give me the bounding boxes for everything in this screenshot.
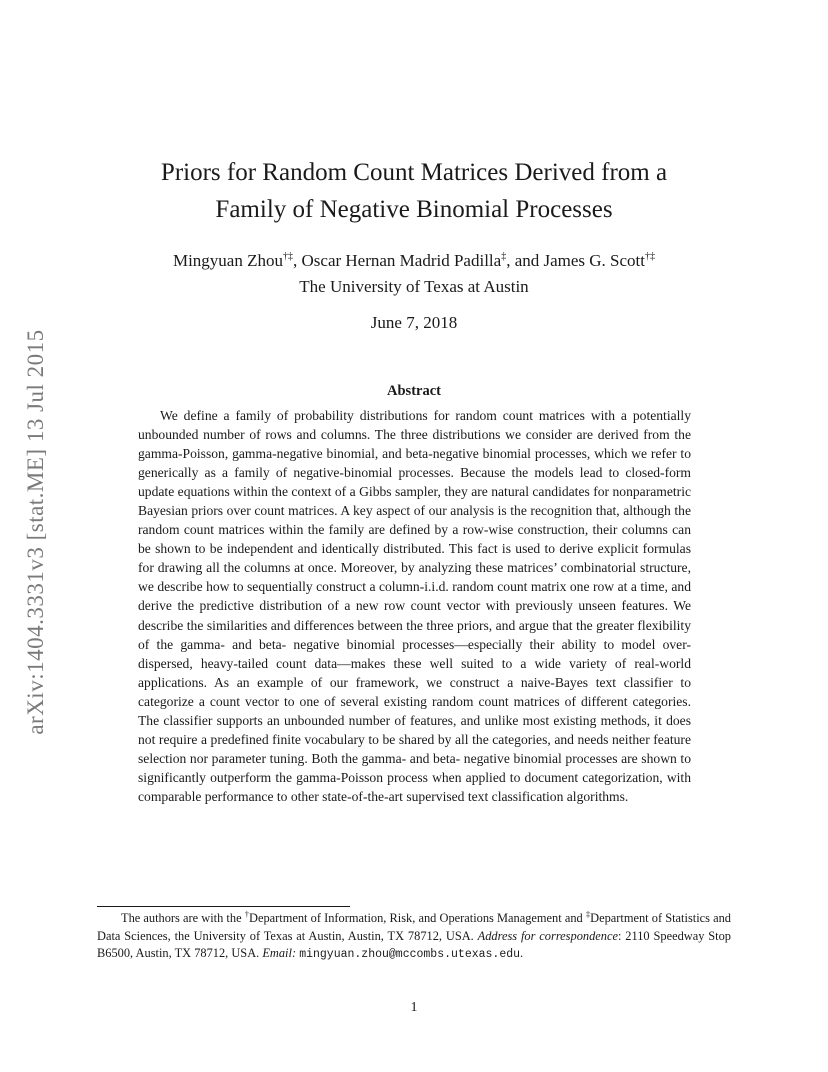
page-number: 1 xyxy=(410,1000,418,1015)
title-line-1: Priors for Random Count Matrices Derived from a xyxy=(160,159,668,186)
affiliation-marker: † xyxy=(244,909,250,919)
author-separator: , xyxy=(293,251,302,270)
footnote-rule xyxy=(97,906,350,907)
footnote-part: The authors are with the xyxy=(121,911,245,925)
footnote xyxy=(97,910,731,964)
author-list xyxy=(80,248,748,274)
affiliation-marker: †‡ xyxy=(283,251,293,262)
author-separator: , and xyxy=(506,251,544,270)
footnote-part: Department of Information, Risk, and Operations Management and xyxy=(249,911,586,925)
email-address[interactable]: mingyuan.zhou@mccombs.utexas.edu xyxy=(299,948,521,962)
footnote-part: : 2110 Speedway Stop B6500, Austin, TX 78712, USA. xyxy=(97,928,731,961)
footnote-text xyxy=(97,910,731,964)
paper-title xyxy=(100,154,728,228)
affiliation-marker: ‡ xyxy=(501,251,507,262)
correspondence-label: Address for correspondence xyxy=(477,928,618,943)
email-label: Email: xyxy=(262,946,297,961)
abstract-body xyxy=(138,406,691,806)
author-name: Oscar Hernan Madrid Padilla xyxy=(301,251,502,270)
arxiv-identifier: arXiv:1404.3331v3 [stat.ME] 13 Jul 2015 xyxy=(23,329,48,735)
footnote-part: Department of Statistics and Data Sciences, the University of Texas at Austin, Austin, TX 78712, USA. xyxy=(97,911,731,943)
affiliation-marker: †‡ xyxy=(645,251,656,262)
title-line-2: Family of Negative Binomial Processes xyxy=(215,196,613,223)
abstract-text: We define a family of probability distributions for random count matrices with a potentially unbounded number of rows and columns. The three distributions we consider are derived from the gamma-Poisson, gamma-negative binomial, and beta-negative binomial processes, which we refer to generically as a family of negative-binomial processes. Because the models lead to closed-form update equations within the context of a Gibbs sampler, they are natural candidates for nonparametric Bayesian priors over count matrices. A key aspect of our analysis is the recognition that, although the random count matrices within the family are defined by a row-wise construction, their columns can be shown to be independent and identically distributed. This fact is used to derive explicit formulas for drawing all the columns at once. Moreover, by analyzing these matrices’ combinatorial structure, we describe how to sequentially construct a column-i.i.d. random count matrix one row at a time, and derive the predictive distribution of a new row count vector with previously unseen features. We describe the similarities and differences between the three priors, and argue that the greater flexibility of the gamma- and beta- negative binomial processes—especially their ability to model over-dispersed, heavy-tailed count data—makes these well suited to a wide variety of real-world applications. As an example of our framework, we construct a naive-Bayes text classifier to categorize a count vector to one of several existing random count matrices of different categories. The classifier supports an unbounded number of features, and unlike most existing methods, it does not require a predefined finite vocabulary to be shared by all the categories, and needs neither feature selection nor parameter tuning. Both the gamma- and beta- negative binomial processes are shown to significantly outperform the gamma-Poisson process when applied to document categorization, with comparable performance to other state-of-the-art supervised text classification algorithms. xyxy=(138,408,691,804)
affiliation-marker: ‡ xyxy=(585,909,591,919)
footnote-end: . xyxy=(520,946,524,961)
author-name: Mingyuan Zhou xyxy=(172,251,283,270)
paper-date: June 7, 2018 xyxy=(370,313,458,332)
abstract-heading: Abstract xyxy=(387,383,441,399)
author-block xyxy=(80,248,748,300)
author-name: James G. Scott xyxy=(543,251,646,270)
affiliation: The University of Texas at Austin xyxy=(299,277,529,296)
